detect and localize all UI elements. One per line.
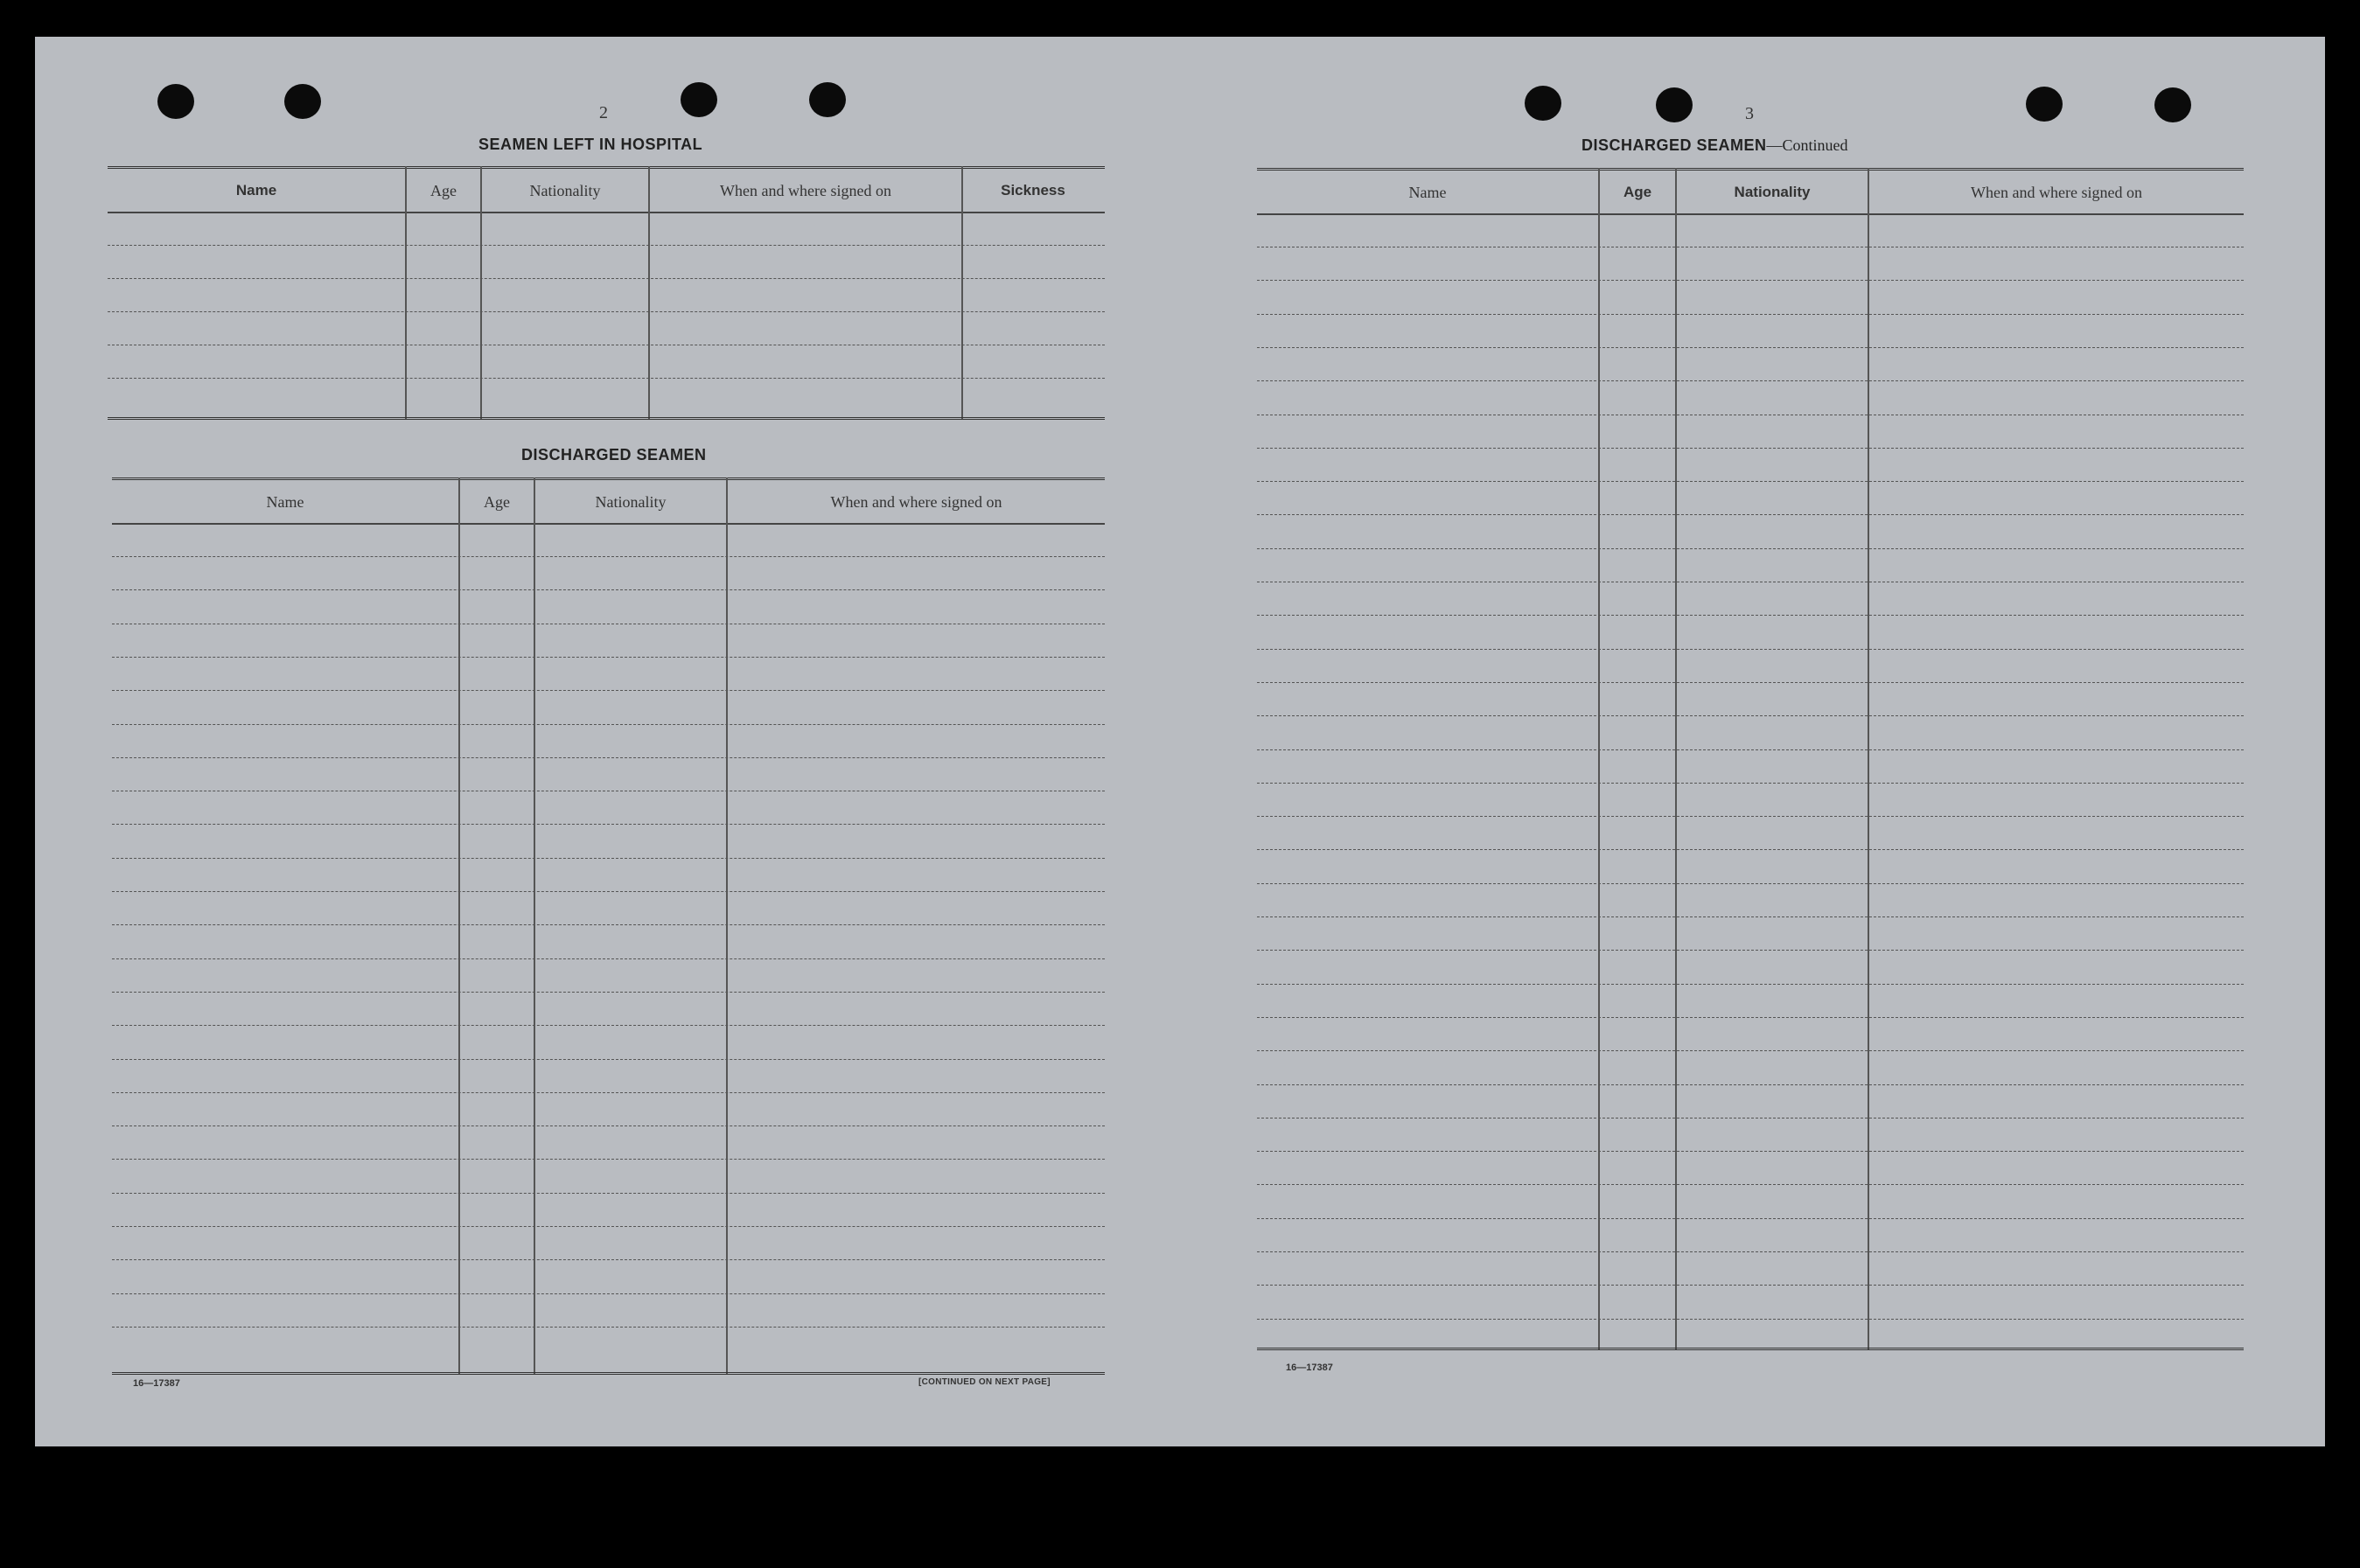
column-divider (726, 477, 728, 1375)
entry-row (112, 724, 1105, 725)
table-top-rule (1257, 168, 2244, 171)
form-number-right: 16—17387 (1286, 1362, 1333, 1373)
entry-row (112, 992, 1105, 993)
column-divider (961, 166, 963, 420)
column-divider (1675, 168, 1677, 1350)
col-header-name: Name (266, 493, 304, 511)
punch-hole (809, 82, 846, 117)
table-top-rule (112, 477, 1105, 480)
table-bottom-rule (1257, 1348, 2244, 1350)
discharged-continued-title (1581, 136, 1848, 155)
entry-row (1257, 548, 2244, 549)
entry-row (1257, 1184, 2244, 1185)
entry-row (112, 690, 1105, 691)
entry-row (1257, 682, 2244, 683)
entry-row (112, 1125, 1105, 1126)
register-sheet (35, 37, 2325, 1446)
entry-row (112, 757, 1105, 758)
discharged-table-right (1257, 168, 2244, 1350)
col-header-nationality: Nationality (529, 182, 601, 199)
entry-row (1257, 514, 2244, 515)
entry-row (108, 311, 1105, 312)
entry-row (1257, 448, 2244, 449)
page-number-right: 3 (1745, 104, 1754, 123)
table-top-rule (108, 166, 1105, 169)
column-divider (480, 166, 482, 420)
discharged-table-left (112, 477, 1105, 1375)
entry-row (112, 556, 1105, 557)
col-header-nationality: Nationality (1734, 184, 1811, 200)
punch-hole (157, 84, 194, 119)
entry-row (1257, 984, 2244, 985)
entry-row (112, 1193, 1105, 1194)
entry-row (108, 245, 1105, 246)
col-header-name: Name (235, 182, 277, 199)
table-bottom-rule (108, 417, 1105, 420)
col-header-age: Age (484, 493, 510, 511)
entry-row (1257, 1050, 2244, 1051)
continued-note: [CONTINUED ON NEXT PAGE] (918, 1377, 1051, 1387)
header-divider (108, 212, 1105, 213)
entry-row (1257, 1285, 2244, 1286)
entry-row (1257, 1218, 2244, 1219)
punch-hole (2154, 87, 2191, 122)
punch-hole (284, 84, 321, 119)
entry-row (1257, 783, 2244, 784)
entry-row (1257, 883, 2244, 884)
col-header-signed-on: When and where signed on (1971, 184, 2142, 201)
entry-row (112, 824, 1105, 825)
punch-hole (1525, 86, 1561, 121)
col-header-sickness: Sickness (1001, 182, 1065, 199)
column-divider (1598, 168, 1600, 1350)
entry-row (1257, 380, 2244, 381)
entry-row (112, 1159, 1105, 1160)
entry-row (112, 1293, 1105, 1294)
column-divider (1868, 168, 1869, 1350)
entry-row (108, 278, 1105, 279)
entry-row (1257, 481, 2244, 482)
entry-row (112, 1226, 1105, 1227)
entry-row (112, 958, 1105, 959)
column-divider (648, 166, 650, 420)
col-header-age: Age (1623, 184, 1652, 200)
punch-hole (2026, 87, 2063, 122)
entry-row (1257, 314, 2244, 315)
discharged-section-title: DISCHARGED SEAMEN (521, 446, 707, 463)
column-divider (458, 477, 460, 1375)
hospital-table (108, 166, 1105, 420)
form-number-left: 16—17387 (133, 1378, 180, 1389)
page-number-left: 2 (599, 103, 608, 122)
entry-row (1257, 916, 2244, 917)
hospital-section-title: SEAMEN LEFT IN HOSPITAL (478, 136, 703, 153)
punch-hole (1656, 87, 1693, 122)
entry-row (112, 858, 1105, 859)
entry-row (1257, 1151, 2244, 1152)
entry-row (1257, 649, 2244, 650)
entry-row (1257, 1251, 2244, 1252)
continued-suffix: —Continued (1766, 136, 1848, 154)
entry-row (1257, 1084, 2244, 1085)
entry-row (1257, 280, 2244, 281)
entry-row (112, 1025, 1105, 1026)
entry-row (1257, 615, 2244, 616)
entry-row (1257, 749, 2244, 750)
entry-row (1257, 1319, 2244, 1320)
entry-row (112, 1092, 1105, 1093)
entry-row (112, 657, 1105, 658)
col-header-name: Name (1408, 184, 1447, 201)
header-divider (112, 523, 1105, 525)
entry-row (112, 589, 1105, 590)
entry-row (112, 891, 1105, 892)
col-header-signed-on: When and where signed on (830, 493, 1002, 511)
entry-row (1257, 347, 2244, 348)
entry-row (1257, 1017, 2244, 1018)
entry-row (1257, 715, 2244, 716)
table-bottom-rule (112, 1372, 1105, 1375)
entry-row (112, 1059, 1105, 1060)
header-divider (1257, 213, 2244, 215)
entry-row (112, 1259, 1105, 1260)
entry-row (112, 924, 1105, 925)
col-header-age: Age (430, 182, 457, 199)
entry-row (112, 1327, 1105, 1328)
entry-row (1257, 950, 2244, 951)
entry-row (1257, 849, 2244, 850)
entry-row (1257, 1118, 2244, 1119)
entry-row (108, 378, 1105, 379)
discharged-continued-label: DISCHARGED SEAMEN (1581, 136, 1767, 154)
column-divider (534, 477, 535, 1375)
col-header-nationality: Nationality (595, 493, 667, 511)
column-divider (405, 166, 407, 420)
col-header-signed-on: When and where signed on (720, 182, 891, 199)
entry-row (1257, 816, 2244, 817)
punch-hole (681, 82, 717, 117)
